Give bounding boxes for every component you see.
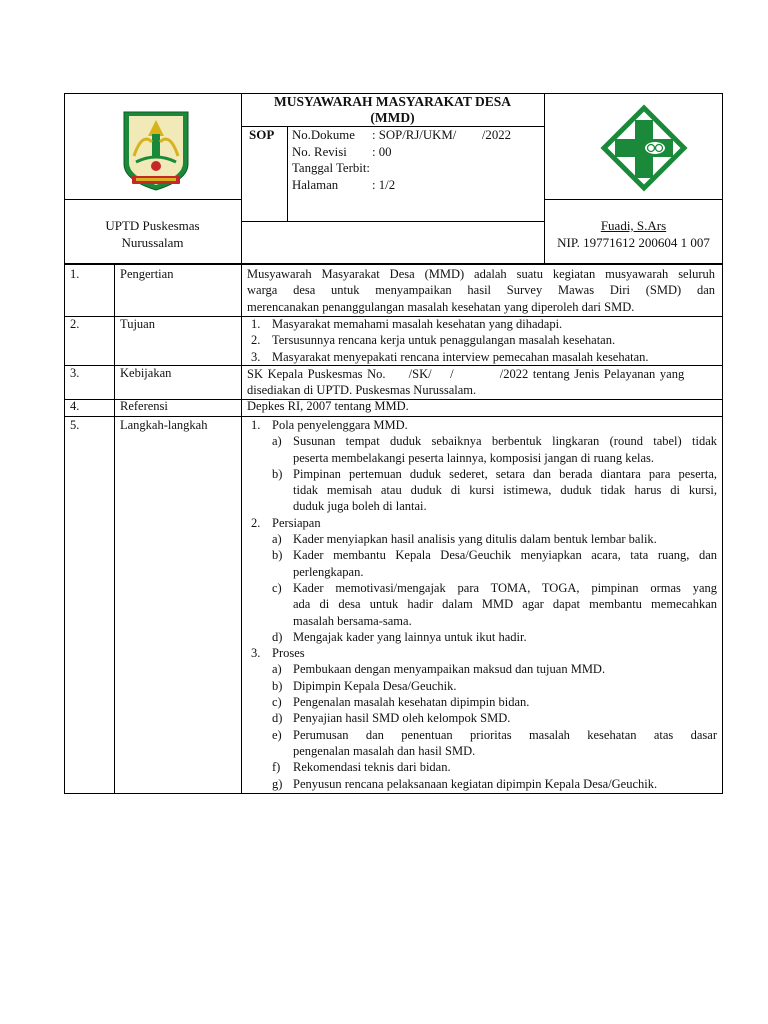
item-line: pengenalan masalah dan hasil SMD.: [293, 743, 476, 758]
item-line: Kader membantu Kepala Desa/Geuchik menyiapkan acara, tata ruang, dan: [293, 548, 717, 563]
section-title: Persiapan: [272, 515, 321, 530]
item-letter: d): [272, 629, 283, 644]
item-letter: a): [272, 532, 282, 547]
title-line: MUSYAWARAH MASYARAKAT DESA: [273, 94, 512, 109]
doc-info: [292, 127, 542, 193]
aceh-regional-emblem-icon: [114, 106, 198, 192]
item-letter: c): [272, 695, 282, 710]
row-number: 3.: [70, 366, 80, 380]
section-number: 3.: [251, 646, 261, 661]
header-divider: [544, 199, 723, 200]
list-item: Tersusunnya rencana kerja untuk penaggulangan masalah kesehatan.: [272, 333, 616, 348]
item-line: Susunan tempat duduk sebaiknya berbentuk lingkaran (round tabel) tidak: [293, 434, 717, 449]
item-line: duduk juga boleh di lantai.: [293, 499, 427, 514]
item-line: Penyusun rencana pelaksanaan kegiatan dipimpin Kepala Desa/Geuchik.: [293, 776, 658, 791]
item-line: peserta membelakangi peserta lainnya, komposisi jangan di ruang kelas.: [293, 450, 654, 465]
table-row: [64, 399, 723, 416]
item-letter: b): [272, 678, 283, 693]
org-line: Nurussalam: [121, 235, 184, 250]
row-label: Pengertian: [120, 267, 174, 281]
section-title: Pola penyelenggara MMD.: [272, 418, 408, 432]
header-divider: [241, 221, 544, 222]
item-line: Penyajian hasil SMD oleh kelompok SMD.: [293, 711, 511, 726]
page-label: Halaman: [292, 177, 339, 192]
table-row: [64, 316, 723, 365]
item-letter: c): [272, 580, 282, 595]
row-number: 4.: [70, 399, 80, 413]
list-number: 1.: [251, 317, 261, 331]
row-text-line: Musyawarah Masyarakat Desa (MMD) adalah suatu kegiatan musyawarah seluruh: [247, 267, 715, 281]
sop-label: SOP: [249, 127, 275, 142]
list-item: Masyarakat menyepakati rencana interview pemecahan masalah kesehatan.: [272, 349, 649, 364]
issued-label: Tanggal Terbit:: [292, 161, 370, 175]
item-line: Perumusan dan penentuan prioritas masalah kesehatan atas dasar: [293, 727, 717, 742]
item-line: Kader menyiapkan hasil analisis yang ditulis dalam bentuk lembar balik.: [293, 532, 657, 547]
item-line: perlengkapan.: [293, 564, 364, 579]
item-line: Pimpinan pertemuan duduk sederet, setara dan berada diantara para peserta,: [293, 466, 717, 481]
row-label: Langkah-langkah: [120, 418, 208, 432]
row-label: Tujuan: [120, 317, 155, 331]
section-title: Proses: [272, 646, 305, 661]
item-letter: b): [272, 548, 283, 563]
header-divider: [287, 126, 288, 221]
item-line: Pengenalan masalah kesehatan dipimpin bidan.: [293, 695, 530, 710]
row-text-line: warga desa untuk menyampaikan hasil Survey Mawas Diri (SMD) dan: [247, 283, 715, 298]
revision-label: No. Revisi: [292, 144, 347, 159]
signer-block: [544, 217, 723, 251]
signer-name: Fuadi, S.Ars: [600, 218, 667, 233]
item-letter: a): [272, 662, 282, 677]
item-line: Kader memotivasi/mengajak para TOMA, TOGA, pimpinan ormas yang: [293, 580, 717, 595]
row-number: 5.: [70, 418, 80, 432]
list-item: Masyarakat memahami masalah kesehatan yang dihadapi.: [272, 317, 563, 331]
item-letter: b): [272, 466, 283, 481]
item-letter: g): [272, 776, 283, 791]
row-number: 2.: [70, 317, 80, 331]
item-line: Rekomendasi teknis dari bidan.: [293, 760, 451, 775]
table-row: [64, 416, 723, 794]
item-letter: a): [272, 434, 282, 449]
section-number: 2.: [251, 515, 261, 530]
organization-name: [64, 217, 241, 251]
subtitle-line: (MMD): [370, 110, 415, 125]
row-text-line: Depkes RI, 2007 tentang MMD.: [247, 399, 409, 413]
section-number: 1.: [251, 418, 261, 432]
page-title: [241, 94, 544, 126]
item-line: Pembukaan dengan menyampaikan maksud dan tujuan MMD.: [293, 662, 606, 677]
row-text-line: disediakan di UPTD. Puskesmas Nurussalam.: [247, 383, 477, 398]
row-label: Referensi: [120, 399, 168, 413]
doc-no-value: : SOP/RJ/UKM/ /2022: [372, 128, 512, 142]
row-text-line: SK Kepala Puskesmas No. /SK/ / /2022 tentang Jenis Pelayanan yang: [247, 367, 685, 381]
item-line: Dipimpin Kepala Desa/Geuchik.: [293, 678, 457, 693]
list-number: 3.: [251, 349, 261, 364]
revision-value: : 00: [372, 144, 392, 159]
table-row: [64, 365, 723, 399]
org-line: UPTD Puskesmas: [105, 218, 200, 233]
item-letter: f): [272, 760, 281, 775]
row-text-line: merencanakan penanggulangan masalah kesehatan yang diperoleh dari SMD.: [247, 299, 635, 314]
item-line: masalah bersama-sama.: [293, 613, 412, 628]
page-value: : 1/2: [372, 177, 396, 192]
signer-nip: NIP. 19771612 200604 1 007: [557, 235, 710, 250]
puskesmas-cross-logo-icon: [598, 104, 690, 194]
item-line: tidak memisah atau duduk di kursi istimewa, duduk tidak harus di kursi,: [293, 483, 717, 498]
row-label: Kebijakan: [120, 366, 172, 380]
list-number: 2.: [251, 333, 261, 348]
header-divider: [64, 199, 241, 200]
row-number: 1.: [70, 267, 80, 281]
item-line: Mengajak kader yang lainnya untuk ikut hadir.: [293, 629, 527, 644]
item-letter: e): [272, 727, 282, 742]
doc-no-label: No.Dokume: [292, 128, 355, 142]
item-letter: d): [272, 711, 283, 726]
table-row: [64, 264, 723, 316]
item-line: ada di desa untuk hadir dalam MMD agar dapat membantu memecahkan: [293, 597, 717, 612]
